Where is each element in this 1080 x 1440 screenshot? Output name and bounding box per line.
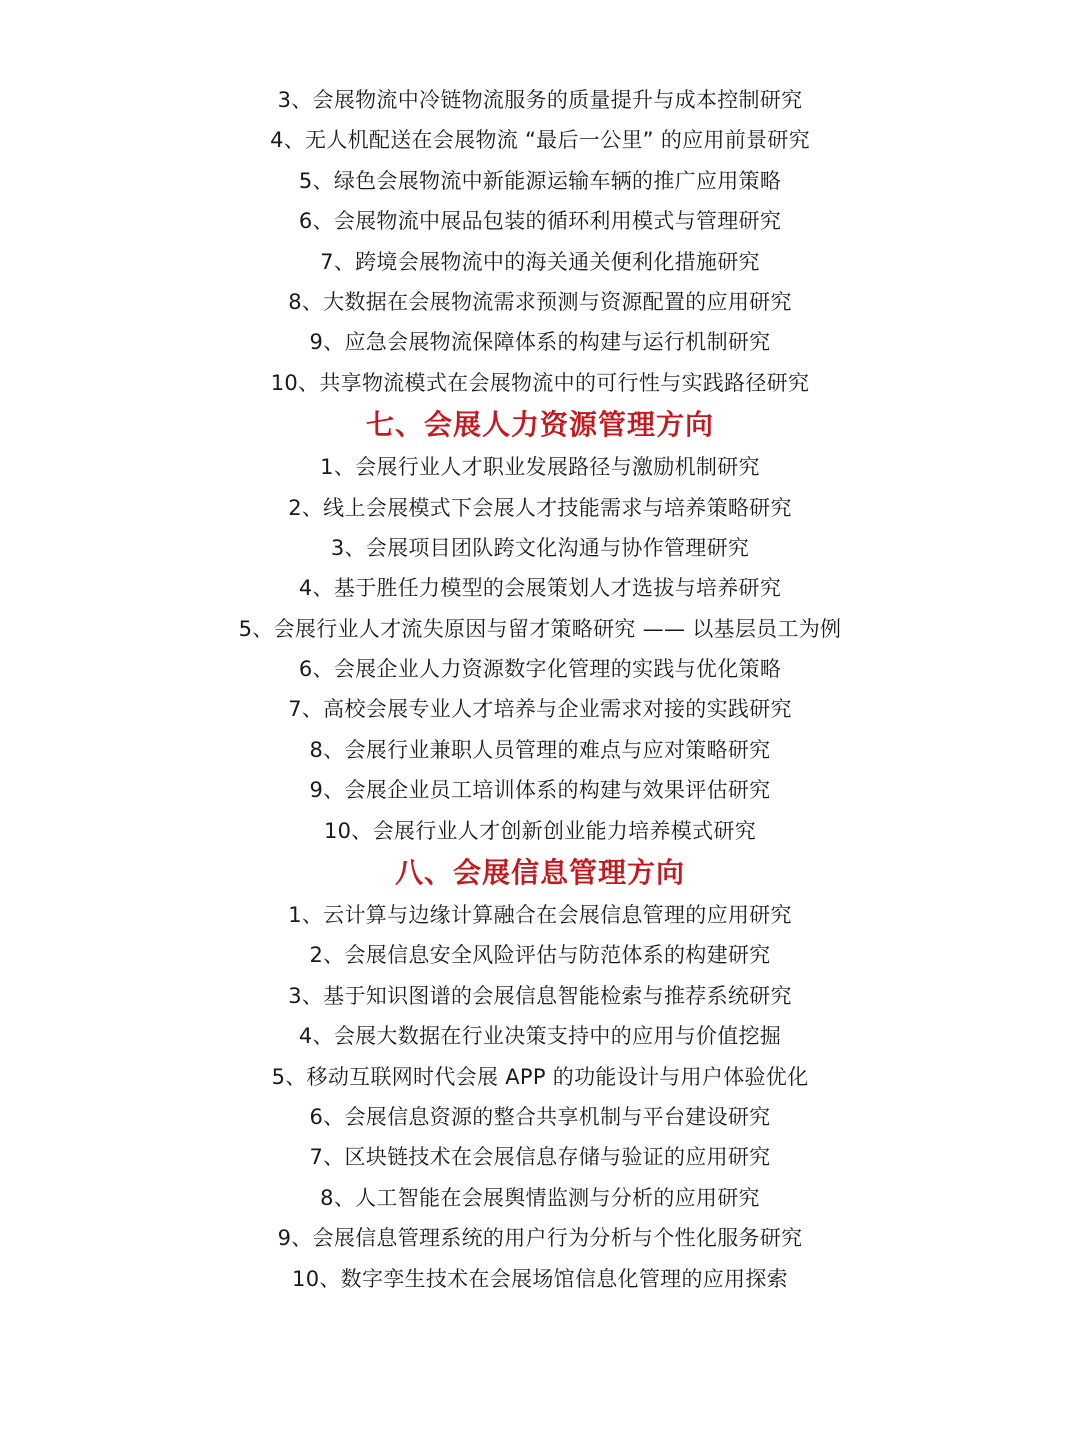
list-item: 2、线上会展模式下会展人才技能需求与培养策略研究 <box>288 495 792 520</box>
list-item: 7、区块链技术在会展信息存储与验证的应用研究 <box>309 1145 771 1170</box>
list-item: 5、绿色会展物流中新能源运输车辆的推广应用策略 <box>298 168 782 193</box>
list-item: 1、云计算与边缘计算融合在会展信息管理的应用研究 <box>288 903 792 928</box>
list-item: 7、跨境会展物流中的海关通关便利化措施研究 <box>320 249 760 274</box>
list-item: 5、移动互联网时代会展 APP 的功能设计与用户体验优化 <box>271 1064 809 1089</box>
list-item: 8、人工智能在会展舆情监测与分析的应用研究 <box>320 1185 760 1210</box>
list-item: 2、会展信息安全风险评估与防范体系的构建研究 <box>309 943 771 968</box>
list-item: 9、会展企业员工培训体系的构建与效果评估研究 <box>309 778 771 803</box>
list-item: 3、会展项目团队跨文化沟通与协作管理研究 <box>330 535 750 560</box>
list-item: 10、数字孪生技术在会展场馆信息化管理的应用探索 <box>292 1266 788 1291</box>
list-item: 4、会展大数据在行业决策支持中的应用与价值挖掘 <box>298 1024 782 1049</box>
list-item: 3、基于知识图谱的会展信息智能检索与推荐系统研究 <box>288 983 792 1008</box>
list-item: 9、应急会展物流保障体系的构建与运行机制研究 <box>309 330 771 355</box>
list-item: 10、共享物流模式在会展物流中的可行性与实践路径研究 <box>270 370 810 395</box>
section-8-heading: 八、会展信息管理方向 <box>394 856 685 890</box>
list-item: 7、高校会展专业人才培养与企业需求对接的实践研究 <box>288 697 792 722</box>
list-item: 8、大数据在会展物流需求预测与资源配置的应用研究 <box>288 289 792 314</box>
list-item: 10、会展行业人才创新创业能力培养模式研究 <box>323 818 757 843</box>
list-item: 5、会展行业人才流失原因与留才策略研究 —— 以基层员工为例 <box>238 616 842 641</box>
list-item: 1、会展行业人才职业发展路径与激励机制研究 <box>320 455 760 480</box>
list-item: 6、会展企业人力资源数字化管理的实践与优化策略 <box>298 657 782 682</box>
document-page <box>0 80 1080 1299</box>
list-item: 6、会展信息资源的整合共享机制与平台建设研究 <box>309 1104 771 1129</box>
section-7-heading: 七、会展人力资源管理方向 <box>365 408 714 442</box>
list-item: 4、基于胜任力模型的会展策划人才选拔与培养研究 <box>298 576 782 601</box>
section-8-list <box>0 895 1080 1299</box>
list-item: 8、会展行业兼职人员管理的难点与应对策略研究 <box>309 737 771 762</box>
list-item: 6、会展物流中展品包装的循环利用模式与管理研究 <box>298 209 782 234</box>
section-6-tail-list <box>0 80 1080 403</box>
list-item: 3、会展物流中冷链物流服务的质量提升与成本控制研究 <box>277 88 803 112</box>
list-item: 4、无人机配送在会展物流 “最后一公里” 的应用前景研究 <box>270 128 810 153</box>
list-item: 9、会展信息管理系统的用户行为分析与个性化服务研究 <box>277 1226 803 1251</box>
section-7-list <box>0 447 1080 851</box>
